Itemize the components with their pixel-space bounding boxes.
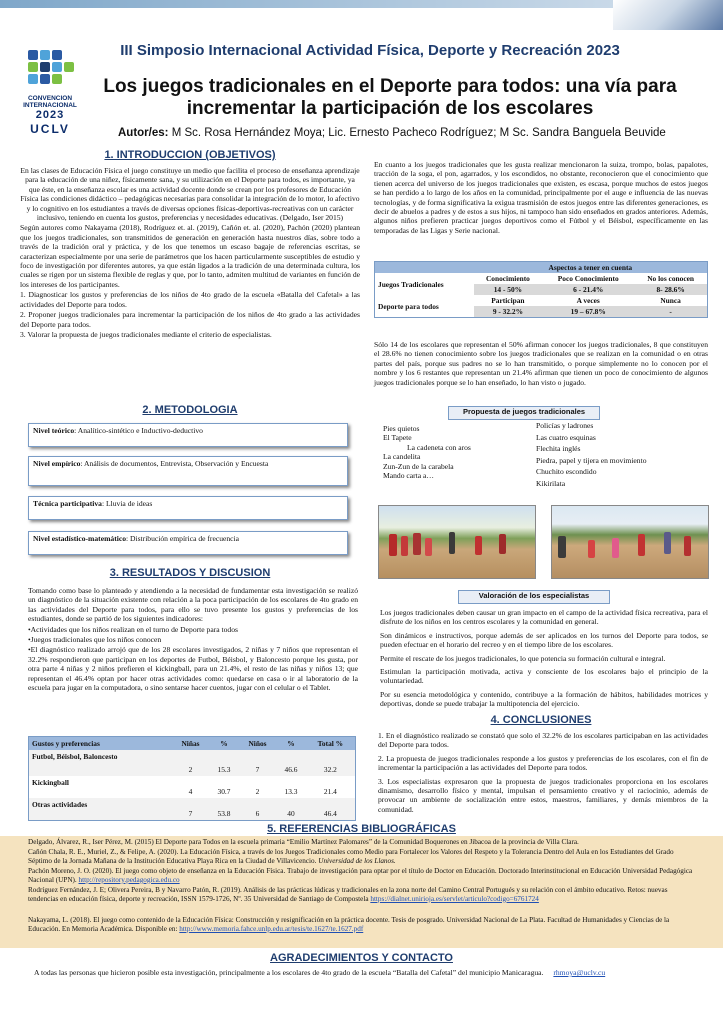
valuation-title: Valoración de los especialistas	[458, 590, 610, 604]
table-header: Niños	[248, 739, 267, 748]
method-text: : Analítico-sintético e Inductivo-deductivo	[74, 426, 203, 435]
aspects-table	[374, 261, 708, 318]
table-row	[29, 750, 356, 776]
conclusion-item: 3. Los especialistas expresaron que la propuesta de juegos tradicionales proporciona en los escolares dinamismo, desarrollo físico y mental, impulsan el pensamiento creativo y el raciocinio, además de provocar un ambiente de socialización entre estos, maestros, familiares, y demás miembros de la comunidad.	[378, 776, 708, 814]
acknowledgements-body: A todas las personas que hicieron posible esta investigación, principalmente a los escolares de 4to grado de la escuela “Batalla del Cafetal” del municipio Manicaragua.	[34, 968, 544, 977]
contact-email-link[interactable]: rhmoya@uclv.cu	[553, 968, 606, 977]
table-cell: Otras actividades	[32, 800, 88, 809]
table-row	[29, 776, 356, 798]
valuation-item: Estimulan la participación motivada, activa y consciente de los escolares bajo el principio de la voluntariedad.	[380, 667, 708, 686]
results-body	[28, 586, 358, 693]
table-header: Nunca	[660, 296, 681, 305]
methodology-heading: 2. METODOLOGIA	[142, 404, 238, 416]
results-paragraph-1: Tomando como base lo planteado y atendiendo a la necesidad de fundamentar esta investigación se realizó un diagnóstico de la situación existente con relación a la poca participación de los escolares de 4to grado en las actividades del Deporte para todos, para ello se tuvo presente los gustos y preferencias de los estudiantes, donde se partió de los siguientes indicadores:	[28, 586, 358, 624]
table-cell: 7	[188, 808, 193, 818]
intro-paragraph-1: En las clases de Educación Física el juego constituye un medio que facilita el proceso de enseñanza aprendizaje para la educación de una niñez, físicamente sana, y su utilización en el Deporte para todos, es importante, ya que éste, en la enseñanza escolar es una actividad docente donde se crean por los profesores de Educación Física las condiciones didáctico – pedagógicas necesarias para consolidar la integración de lo motor, lo afectivo y lo cognitivo en los estudiantes a través de diversas opciones físicas-deportivas-recreativas con un carácter inclusivo, teniendo en cuenta los gustos, preferencias y necesidades educativas. (Delgado, Iser 2015)	[20, 166, 360, 223]
acknowledgements-heading: AGRADECIMIENTOS Y CONTACTO	[270, 952, 453, 964]
reference-text: Nakayama, L. (2018). El juego como contenido de la Educación Física: Construcción y resignificación en la práctica docente. Tesis de posgrado. Universidad Nacional de La Plata. Facultad de Humanidades y Ciencias de la Educación. En Memoria Académica. Disponible en:	[28, 916, 670, 933]
authors-names: M Sc. Rosa Hernández Moya; Lic. Ernesto Pacheco Rodríguez; M Sc. Sandra Banguela Beuvide	[171, 127, 666, 139]
method-text: : Distribución empírica de frecuencia	[126, 534, 240, 543]
objective-1: 1. Diagnosticar los gustos y preferencias de los niños de 4to grado de la escuela «Batalla del Cafetal» a las actividades del Deporte para todos.	[20, 290, 360, 309]
reference-text: Rodríguez Fernández, J. E; Olivera Pereira, B y Navarro Patón, R. (2019). Análisis de las prácticas lúdicas y tradicionales en la zona norte del Camino Central Portugués y su relación con el ámbito educativo. Retos: nuevas tendencias en educación física, deporte y recreación, ISSN 1579-1726, Nº. 35 Universidad de Santiago de Compostela	[28, 886, 668, 903]
conclusions-heading: 4. CONCLUSIONES	[490, 714, 592, 726]
row-label-sport: Deporte para todos	[378, 301, 439, 311]
game-item: Piedra, papel y tijera en movimiento	[536, 455, 647, 465]
table-header: Gustos y preferencias	[32, 739, 100, 748]
table-cell: 53.8	[217, 808, 231, 818]
table-cell: 6	[255, 808, 260, 818]
valuation-body	[380, 608, 708, 710]
table-header: A veces	[576, 296, 600, 305]
logo-year: 2023	[35, 109, 65, 121]
results-bullet-2: •Juegos tradicionales que los niños conocen	[28, 635, 162, 645]
game-item: Chuchito escondido	[536, 467, 597, 476]
table-header: %	[287, 739, 295, 748]
table-cell: 15.3	[217, 765, 231, 774]
method-label: Técnica participativa	[33, 499, 102, 508]
table-header: Conocimiento	[485, 274, 530, 283]
aspects-table-title: Aspectos a tener en cuenta	[548, 263, 633, 272]
table-cell: 6 - 21.4%	[573, 285, 604, 294]
table-cell: 32.2	[323, 765, 337, 774]
table-cell: 2	[188, 765, 193, 774]
intro-heading: 1. INTRODUCCION (OBJETIVOS)	[104, 149, 276, 161]
reference-link[interactable]: http://repository.pedagogica.edu.co	[78, 875, 180, 884]
intro-paragraph-2: Según autores como Nakayama (2018), Rodríguez et. al. (2019), Cañón et. al. (2020), Pachón (2020) plantean que los juegos tradicionales, son transmitidos de generación en generación hasta nuestros días, sobre todo a través de la tradición oral y práctica, y de los que tenemos un escaso bagaje de referencias escritas, se caracterizan especialmente por una serie de parámetros que los hacen particularmente susceptibles de estudio y foco de investigación por diferentes autores, ya que están ligados a la tradición de una determinada cultura, los cuales se rigen por un sistema flexible de reglas y que, por lo tanto, admiten multitud de variantes en función de los intereses de los participantes.	[20, 223, 360, 289]
symposium-title: III Simposio Internacional Actividad Física, Deporte y Recreación 2023	[120, 42, 620, 59]
game-item: Las cuatro esquinas	[536, 432, 596, 442]
game-item: Zun-Zun de la carabela	[383, 461, 454, 471]
method-text: : Lluvia de ideas	[101, 499, 153, 508]
children-playing-photo-2	[551, 505, 709, 579]
table-cell: 2	[255, 787, 260, 796]
preferences-table	[28, 736, 356, 821]
authors-line	[118, 127, 698, 139]
reference-link[interactable]: http://www.memoria.fahce.unlp.edu.ar/tesis/te.1627/te.1627.pdf	[179, 924, 364, 933]
method-text: : Análisis de documentos, Entrevista, Observación y Encuesta	[80, 459, 269, 468]
reference-item	[28, 848, 698, 866]
table-cell: 9 - 32.2%	[492, 307, 523, 316]
method-empirical	[28, 456, 348, 486]
table-cell: 7	[255, 765, 260, 774]
logo-line2: INTERNACIONAL	[23, 102, 77, 109]
valuation-item: Permite el rescate de los juegos tradicionales, lo que potencia su formación cultural e integral.	[380, 653, 666, 663]
table-header-row	[29, 737, 356, 751]
logo-acronym: UCLV	[30, 122, 70, 136]
reference-item	[28, 886, 698, 904]
game-item: El Tapete	[383, 433, 412, 443]
valuation-item: Por su esencia metodológica y contenido, contribuye a la formación de hábitos, habilidades motrices y deportivas, donde se puede trabajar la multipotencia del ejercicio.	[380, 689, 708, 709]
title-line1: Los juegos tradicionales en el Deporte para todos: una vía para	[103, 76, 677, 97]
row-label-traditional: Juegos Tradicionales	[378, 279, 444, 289]
reference-text: Pachón Moreno, J. O. (2020). El juego como objeto de enseñanza en la Educación Física. Trabajo de investigación para optar por el título de Doctor en Educación. Doctorado Interinstitucional en Educación Universidad Pedagógica Nacional (UPN).	[28, 867, 693, 884]
table-cell: -	[669, 307, 672, 316]
reference-text: Cañón Chala, R. E., Muriel, Z., & Felipe, A. (2020). La Educación Física, a través de los Juegos Tradicionales como Medio para Fortalecer los Valores del Respeto y la Tolerancia Dentro del Aula en los Estudiantes del Grado Séptimo de la Jornada Mañana de la Institución Educativa Playa Rica en la Ciudad de Villavicencio.	[28, 848, 674, 865]
table-cell: 4	[188, 787, 193, 796]
right-paragraph-2: Sólo 14 de los escolares que representan el 50% afirman conocer los juegos tradicionales, 8 que constituyen el 28.6% no tienen conocimiento sobre los juegos tradicionales que se realizan en la comunidad o en otras partes del país, porque sus padres no se lo han transmitido, o porque simplemente no lo conocen por el nombre y los 6 restantes que representan un 21.4% afirman que tienen un poco de conocimiento de algunos juegos tradicionales porque se lo han enseñado, lo han visto o jugado.	[374, 340, 708, 387]
objective-3: 3. Valorar la propuesta de juegos tradicionales mediante el criterio de especialistas.	[20, 329, 272, 339]
table-cell: Kickingball	[32, 778, 69, 787]
table-cell: 21.4	[323, 787, 337, 796]
table-cell: 14 - 50%	[493, 285, 523, 294]
game-item: Policías y ladrones	[536, 421, 594, 430]
reference-item	[28, 867, 698, 885]
table-cell: 46.6	[284, 765, 298, 774]
method-participative	[28, 496, 348, 520]
results-heading: 3. RESULTADOS Y DISCUSION	[109, 567, 271, 579]
references-section	[0, 836, 723, 948]
method-statistical	[28, 531, 348, 555]
children-playing-photo-1	[378, 505, 536, 579]
intro-body	[20, 166, 360, 340]
table-header: Participan	[491, 296, 525, 305]
method-label: Nivel estadístico-matemático	[33, 534, 126, 543]
authors-label: Autor/es:	[118, 127, 169, 139]
game-item: Kikirilata	[536, 478, 566, 488]
table-cell: 46.4	[323, 808, 337, 818]
table-cell: 19 – 67.8%	[570, 307, 606, 316]
table-header: No los conocen	[647, 274, 695, 283]
valuation-item: Los juegos tradicionales deben causar un gran impacto en el campo de la actividad física recreativa, para el disfrute de los niños en los centros escolares y la comunidad en general.	[380, 608, 708, 627]
method-label: Nivel empírico	[33, 459, 81, 468]
table-cell: 30.7	[217, 787, 231, 796]
game-item: Mando carta a…	[383, 471, 435, 481]
references-heading: 5. REFERENCIAS BIBLIOGRÁFICAS	[267, 823, 456, 835]
results-bullet-1: •Actividades que los niños realizan en el turno de Deporte para todos	[28, 624, 238, 634]
table-cell: 13.3	[284, 787, 298, 796]
table-header: Poco Conocimiento	[557, 274, 619, 283]
title-line2: incrementar la participación de los escolares	[186, 98, 594, 119]
conclusion-item: 2. La propuesta de juegos tradicionales responde a los gustos y preferencias de los escolares, con el fin de incrementar la participación a las actividades del Deporte para todos.	[378, 753, 708, 773]
reference-item: Delgado, Álvarez, R., Iser Pérez, M. (2015) El Deporte para Todos en la escuela primaria “Emilio Martínez Palomares” de la Comunidad Boquerones en Jibacoa de la provincia de Villa Clara.	[28, 838, 579, 846]
right-paragraph-1: En cuanto a los juegos tradicionales que les gusta realizar mencionaron la suiza, trompo, bolas, papalotes, tracción de la soga, el pon, agarrados, y los escondidos, no obstante, reconocieron que el conocimiento que tienen acerca del universo de los juegos tradicionales que existen, es escasa, porque muchos de estos juegos se han perdido a lo largo de los años en la comunidad, principalmente por el auge e influencia de las nuevas tecnologías, y de forma significativa la exigua trasmisión de estos juegos entre las diferentes generaciones, es decir de abuelos a padres y de estos a sus hijos, ni tampoco han sido enseñados en grados anteriores. Además, algunos niños prefieren practicar juegos deportivos como el Fútbol y el Béisbol, específicamente en las temporadas de las Ligas y Serie nacional.	[374, 160, 708, 235]
table-cell: 8- 28.6%	[656, 285, 685, 294]
conclusions-body	[378, 731, 708, 815]
game-item: Pies quietos	[383, 424, 420, 433]
game-item: La cadeneta con aros	[407, 442, 471, 452]
table-header: Total %	[317, 739, 344, 748]
logo-line1: CONVENCION	[27, 95, 73, 102]
table-header: %	[220, 739, 228, 748]
game-item: Flechita inglés	[536, 444, 581, 453]
games-list-left	[383, 424, 543, 480]
table-cell: 40	[287, 808, 295, 818]
method-label: Nivel teórico	[33, 426, 75, 435]
corner-decoration	[613, 0, 723, 30]
proposal-title: Propuesta de juegos tradicionales	[448, 406, 600, 420]
objective-2: 2. Proponer juegos tradicionales para incrementar la participación de los niños de 4to grado a las actividades del Deporte para todos.	[20, 310, 360, 329]
games-list-right	[536, 420, 706, 489]
game-item: La candelita	[383, 452, 421, 462]
reference-italic: Universidad de los Llanos.	[318, 856, 396, 865]
table-cell: Futbol, Béisbol, Baloncesto	[32, 752, 118, 761]
conclusion-item: 1. En el diagnóstico realizado se constató que solo el 32.2% de los escolares participaban en las actividades del Deporte para todos.	[378, 731, 708, 750]
acknowledgements-text	[34, 968, 714, 977]
method-theoretical	[28, 423, 348, 447]
poster-title	[100, 76, 680, 120]
results-paragraph-2: •El diagnóstico realizado arrojó que de los 28 escolares investigados, 2 niñas y 7 niños que representan el 32.2% respondieron que participan en los deportes de Futbol, Béisbol, y Baloncesto porque les gusta, por otra parte 4 niñas y 2 niños prefieren el kickingball, para un 21.4%, el resto de las niñas y niños 13; que representan el 46.4% optan por hacer otras actividades como: quedarse en casa o ir al laboratorio de la escuela para jugar en la computadora, o sino sentarse hacer cuentos, jugar con el celular o el Tablet.	[28, 645, 358, 693]
valuation-item: Son dinámicos e instructivos, porque además de ser aplicados en los turnos del Deporte para todos, se pueden efectuar en el horario del recreo y en el tiempo libre de los escolares.	[380, 630, 708, 650]
table-row	[29, 798, 356, 820]
reference-item	[28, 916, 698, 934]
uclv-convention-logo	[22, 48, 78, 138]
reference-link[interactable]: https://dialnet.unirioja.es/servlet/articulo?codigo=6761724	[370, 894, 539, 903]
table-header: Niñas	[181, 739, 200, 748]
